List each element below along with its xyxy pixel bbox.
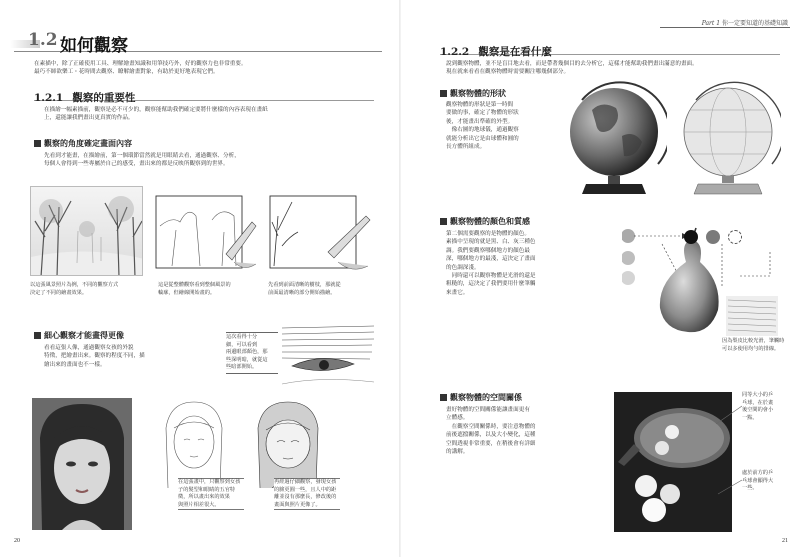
pear-caption: 因為梨皮比較光滑，筆觸時 可以多使用均勻的排線。 (722, 338, 785, 352)
square-bullet-icon (440, 394, 447, 401)
heading-space: 觀察物體的空間關係 (440, 392, 522, 403)
angle-text: 先看到才能畫，在描繪前，第一個環節當然就是用眼睛去看，通過觀察、分析， 每個人會得到一些專屬於自己的感受，畫出來的都是反映所觀察到的世界。 (44, 153, 240, 168)
landscape-photo (30, 186, 143, 276)
intro-text: 在素描中，除了正確使用工具、理解繪畫知識和用筆技巧外，好的觀察力也非常重要。 最巧不師欲樂工・花時間去觀察、瞭解繪畫對象，有助於更好地表現它們。 (34, 61, 247, 76)
girl-photo (32, 398, 132, 530)
ball-note-far: 同等大小的乒 乓球，在於畫 後空間的會小 一點。 (742, 392, 774, 421)
sub1-text: 在描繪一幅素描前，觀察是必不可少的，觀察能幫助我們確定要將什麼樣的內容表現在畫紙 上，還能讓我們畫出更真實的作品。 (44, 107, 268, 122)
eye-sketch (282, 322, 377, 390)
careful-text: 看看這張人像，通過觀察女孩的外貌 特徵，把繪畫出來。觀察的程度不同，描 繪出來的畫面也不一樣。 (44, 345, 145, 368)
globe-photo (562, 80, 667, 200)
space-text: 畫好物體的空間關係能讓畫面更有 立體感。 在觀察空間關係時，要注意物體的 前後遮擋關係，以及大小變化，這種 空間透視非常重要，在稍後會有詳細 的講解。 (446, 407, 536, 456)
caption-outline: 這是從整體觀察看到整個風景的 輪廓，但繪線開始畫的。 (158, 282, 231, 296)
header-rule (660, 27, 790, 28)
portrait-sketch-1 (150, 398, 238, 488)
shape-text: 觀察物體的形狀是第一時間 要做的事，確定了物體的形狀 後，才能畫出準確的外型。 像右圖的地球儀，通過觀察 就能分析出它是由球體和圓的 長方體所組成。 (446, 102, 519, 151)
right-page (400, 0, 800, 557)
caption-sketch-2: 再經過仔細觀察，發現女孩 的臉更圓一些，且人中的距 離並沒有那麼長，修改後的 畫面與照片更像了。 (274, 478, 340, 510)
heading-careful: 細心觀察才能畫得更像 (34, 330, 124, 341)
square-bullet-icon (34, 140, 41, 147)
page-number-right: 21 (782, 538, 788, 544)
heading-shape: 觀察物體的形狀 (440, 88, 506, 99)
sub1-heading: 1.2.1 觀察的重要性 (34, 86, 374, 101)
swatch-light (728, 230, 742, 244)
caption-detail: 先看到前面清晰的樹枝，那就從 前面最清晰的部分開始描繪。 (268, 282, 341, 296)
detail-sketch (268, 186, 376, 276)
ball-pointer-lines (696, 400, 744, 500)
square-bullet-icon (440, 218, 447, 225)
color-text: 第二個需要觀察的是物體的顏色。 素描中呈現的就是黑、白、灰三種色 調。我們要觀察哪個地方的顏色最 深，哪個地方的最淺，這決定了畫面 的色調深淺。 同時還可以觀察物體是光滑的還是 粗糙的，這決定了我們要用什麼筆觸 來畫它。 (446, 231, 536, 296)
portrait-sketch-2 (244, 398, 332, 488)
ball-note-near: 處於前方的乒 乓球會顯得大 一些。 (742, 470, 774, 492)
outline-sketch (152, 186, 260, 276)
section-title: 如何觀察 (60, 36, 128, 56)
caption-sketch-1: 在這張畫中，只觀察到女孩 子的髮型和眼睛的五官特 徵，所以畫出來的效果 與照片相差很大。 (178, 478, 244, 510)
section-number: 1.2 (28, 30, 58, 50)
swatch-dark (684, 230, 698, 244)
square-bullet-icon (34, 332, 41, 339)
sub2-text: 說到觀察物體，並不是盲目地去看，而是帶著幾個目的去分析它，這樣才能幫助我們畫出滿意的畫面。 現在就來看看在觀察物體時需要關注哪幾個部分。 (446, 61, 698, 76)
sub2-heading: 1.2.2 觀察是在看什麼 (440, 40, 780, 55)
swatch-mid (706, 230, 720, 244)
running-header: Part 1 你一定要知道的基礎知識 (701, 20, 788, 27)
caption-landscape: 以這張風景照片為例，不同的觀察方式 決定了不同的繪畫效果。 (30, 282, 119, 296)
heading-angle: 觀察的角度確定畫面內容 (34, 138, 132, 149)
note-box: 這次看得十分 細，可以看到 兩邊眼部顏色，那 些深明暗，就從這 些暗部開始。 (226, 332, 278, 374)
square-bullet-icon (440, 90, 447, 97)
globe-sketch (676, 80, 781, 200)
page-number-left: 20 (14, 538, 20, 544)
heading-color: 觀察物體的顏色和質感 (440, 216, 530, 227)
